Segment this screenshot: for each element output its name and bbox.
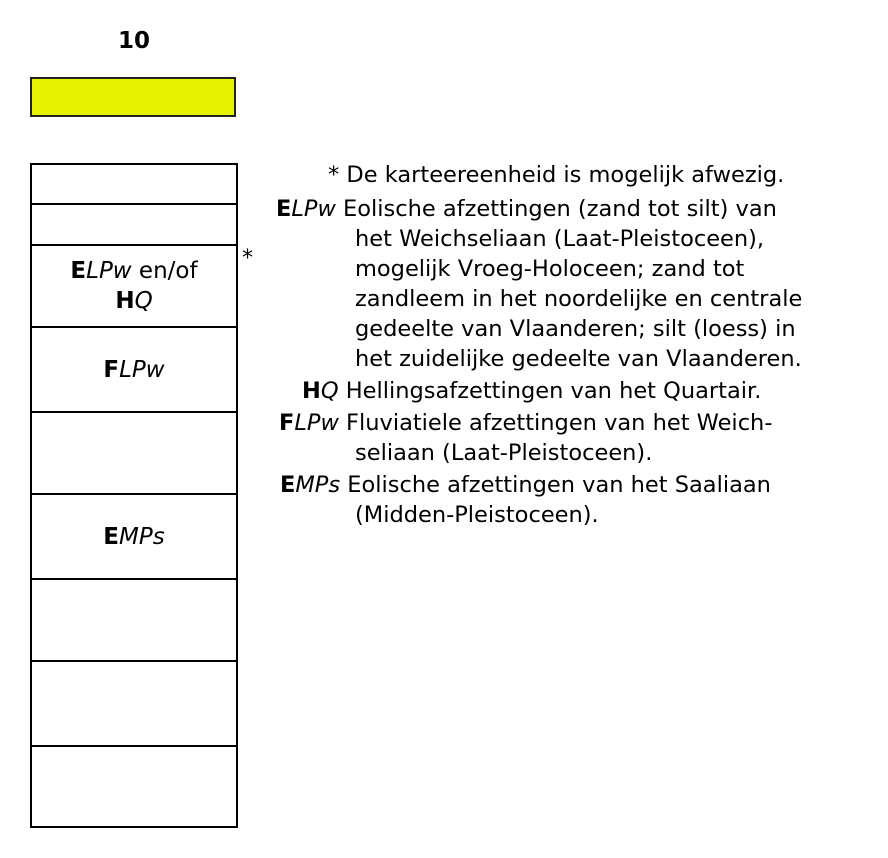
legend-note: * De karteereenheid is mogelijk afwezig. xyxy=(328,162,785,188)
column-unit xyxy=(30,203,238,244)
legend-entry xyxy=(276,470,866,530)
legend-text: (Midden-Pleistoceen). xyxy=(355,502,599,528)
legend-entry xyxy=(276,194,866,374)
column-unit xyxy=(30,493,238,578)
unit-label: HQ xyxy=(115,288,153,314)
legend-text: Eolische afzettingen (zand tot silt) van xyxy=(343,196,777,222)
column-unit xyxy=(30,244,238,326)
column-unit xyxy=(30,163,238,203)
absence-asterisk: * xyxy=(242,246,253,271)
column-unit xyxy=(30,326,238,411)
color-swatch xyxy=(30,77,236,117)
legend-text: zandleem in het noordelijke en centrale xyxy=(355,286,803,312)
column-unit xyxy=(30,745,238,828)
legend-text: seliaan (Laat-Pleistoceen). xyxy=(355,440,653,466)
legend-text: Hellingsafzettingen van het Quartair. xyxy=(345,378,762,404)
legend-text: Fluviatiele afzettingen van het Weich- xyxy=(346,410,773,436)
legend-code: EMPs xyxy=(280,472,341,498)
column-unit xyxy=(30,578,238,660)
legend-text: gedeelte van Vlaanderen; silt (loess) in xyxy=(355,316,796,342)
legend-code: HQ xyxy=(302,378,339,404)
unit-label: FLPw xyxy=(103,356,165,383)
unit-label: EMPs xyxy=(103,523,165,550)
legend-text: het zuidelijke gedeelte van Vlaanderen. xyxy=(355,346,802,372)
legend-code: FLPw xyxy=(279,410,339,436)
legend-text: Eolische afzettingen van het Saaliaan xyxy=(347,472,771,498)
unit-label: ELPw en/of xyxy=(70,258,198,284)
legend-text: mogelijk Vroeg-Holoceen; zand tot xyxy=(355,256,745,282)
legend-entry xyxy=(276,408,866,468)
column-unit xyxy=(30,411,238,493)
legend-code: ELPw xyxy=(276,196,336,222)
legend-entry xyxy=(276,376,866,406)
column-unit xyxy=(30,660,238,745)
column-number: 10 xyxy=(117,28,150,54)
legend xyxy=(276,160,866,530)
legend-text: het Weichseliaan (Laat-Pleistoceen), xyxy=(355,226,765,252)
